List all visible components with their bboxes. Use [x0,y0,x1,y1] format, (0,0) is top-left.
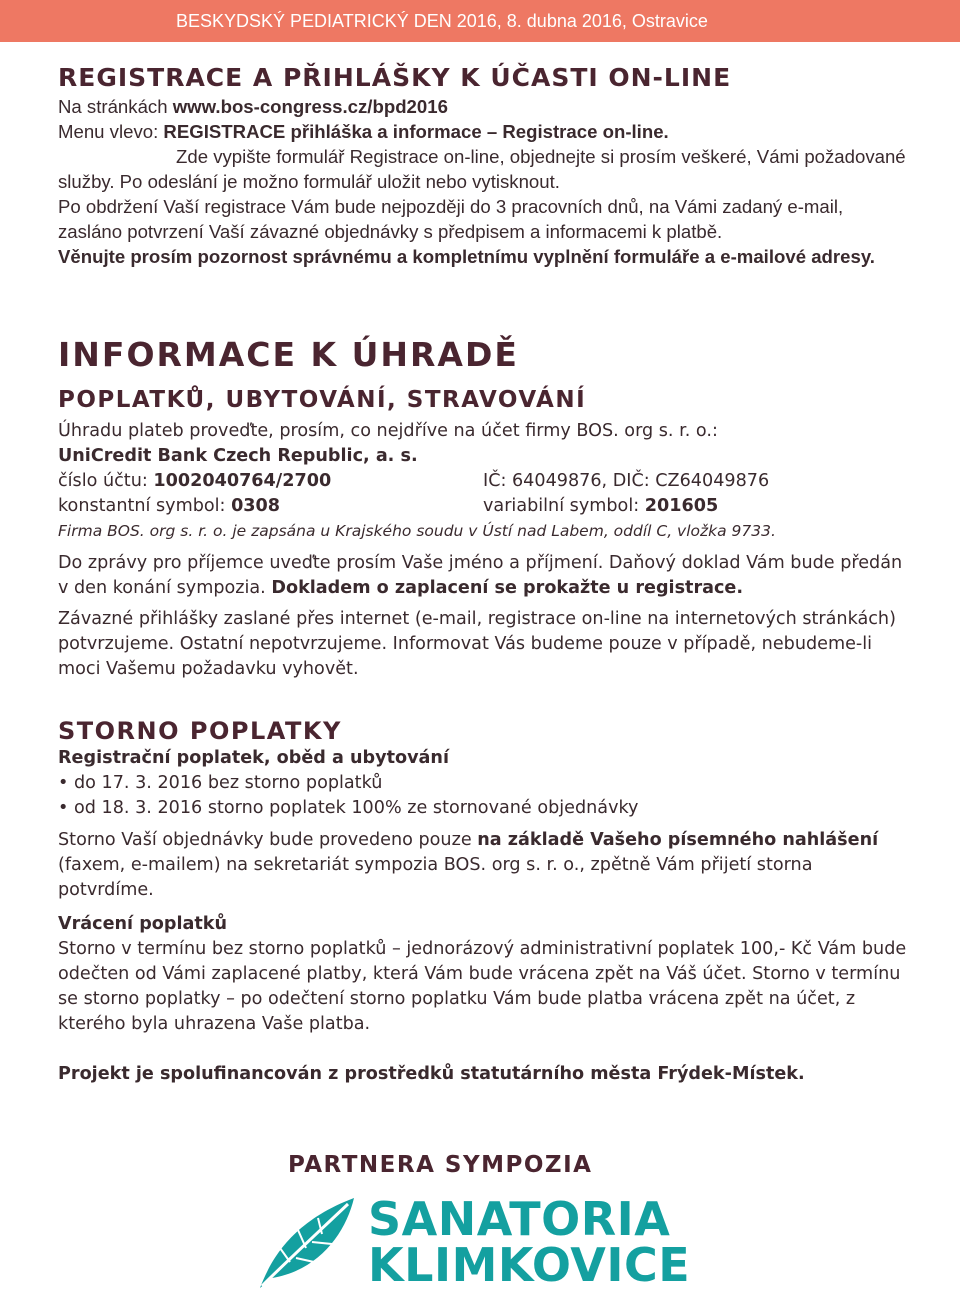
registration-title: REGISTRACE A PŘIHLÁŠKY K ÚČASTI ON-LINE [58,63,732,92]
firm-registration-note: Firma BOS. org s. r. o. je zapsána u Krajského soudu v Ústí nad Labem, oddíl C, vložka 9733. [58,522,776,540]
storno-list [58,771,908,821]
payment-para-1 [58,551,908,601]
storno-para-1-text-c: (faxem, e-mailem) na sekretariát sympozia BOS. org s. r. o., zpětně Vám přijetí storna potvrdíme. [58,855,813,900]
logo-line-2: KLIMKOVICE [368,1238,691,1292]
leaf-icon [250,1192,360,1292]
menu-prefix: Menu vlevo: [58,121,164,142]
account-label: číslo účtu: [58,471,154,491]
symbols-row [58,494,908,519]
storno-para-2: Storno v termínu bez storno poplatků – jednorázový administrativní poplatek 100,- Kč Vám bude odečten od Vámi zaplacené platby, která Vám bude vrácena zpět na Váš účet. Storno v termínu se storno poplatky – po odečtení storno poplatku Vám bude platba vrácena zpět na účet, z kterého byla uhrazena Vaše platba. [58,939,907,1034]
constant-symbol-label: konstantní symbol: [58,496,232,516]
payment-para-2: Závazné přihlášky zaslané přes internet (e-mail, registrace on-line na internetových stránkách) potvrzujeme. Ostatní nepotvrzujeme. Informovat Vás budeme pouze v případě, nebudeme-li moci Vašemu požadavku vyhovět. [58,609,896,679]
registration-para-2: Po obdržení Vaší registrace Vám bude nejpozději do 3 pracovních dnů, na Vámi zadaný e-mail, zasláno potvrzení Vaší závazné objednávky s předpisem a informacemi k platbě. [58,196,844,242]
payment-para-1-bold: Dokladem o zaplacení se prokažte u registrace. [271,578,744,598]
storno-para-1 [58,828,908,903]
account-row [58,469,908,494]
registration-para-3: Věnujte prosím pozornost správnému a kompletnímu vyplnění formuláře a e-mailové adresy. [58,246,875,267]
storno-subtitle-2: Vrácení poplatků [58,914,228,934]
payment-para-1-text: Do zprávy pro příjemce uveďte prosím Vaše jméno a příjmení. Daňový doklad Vám bude předán v den konání sympozia. [58,553,903,598]
list-item: • do 17. 3. 2016 bez storno poplatků [58,771,908,796]
menu-line [58,119,908,144]
company-ids: IČ: 64049876, DIČ: CZ64049876 [483,471,770,491]
storno-para-1-bold: na základě Vašeho písemného nahlášení [477,830,879,850]
registration-url-link[interactable]: www.bos-congress.cz/bpd2016 [172,96,448,117]
partners-title: PARTNERA SYMPOZIA [288,1152,593,1178]
registration-para-1: Zde vypište formulář Registrace on-line, objednejte si prosím veškeré, Vámi požadované služby. Po odeslání je možno formulář uložit nebo vytisknout. [58,146,906,192]
sanatoria-klimkovice-logo [250,1192,710,1292]
main-content [58,62,908,1087]
top-banner [0,0,960,42]
menu-path: REGISTRACE přihláška a informace – Registrace on-line. [163,121,669,142]
variable-symbol-value: 201605 [644,496,719,516]
project-note: Projekt je spolufinancován z prostředků statutárního města Frýdek-Místek. [58,1064,805,1084]
event-title: BESKYDSKÝ PEDIATRICKÝ DEN 2016, 8. dubna 2016, Ostravice [176,11,708,31]
constant-symbol-value: 0308 [231,496,281,516]
account-number: 1002040764/2700 [153,471,332,491]
variable-symbol-label: variabilní symbol: [483,496,645,516]
bank-name: UniCredit Bank Czech Republic, a. s. [58,446,418,466]
registration-url-line [58,94,908,119]
storno-para-1-text-a: Storno Vaší objednávky bude provedeno pouze [58,830,478,850]
list-item: • od 18. 3. 2016 storno poplatek 100% ze stornované objednávky [58,796,908,821]
payment-subtitle: POPLATKŮ, UBYTOVÁNÍ, STRAVOVÁNÍ [58,387,587,413]
payment-title: INFORMACE K ÚHRADĚ [58,335,519,374]
url-prefix: Na stránkách [58,96,173,117]
storno-subtitle-1: Registrační poplatek, oběd a ubytování [58,748,449,768]
storno-title: STORNO POPLATKY [58,717,342,745]
logo-line-1: SANATORIA [368,1192,671,1246]
payment-intro: Úhradu plateb proveďte, prosím, co nejdříve na účet firmy BOS. org s. r. o.: [58,421,718,441]
